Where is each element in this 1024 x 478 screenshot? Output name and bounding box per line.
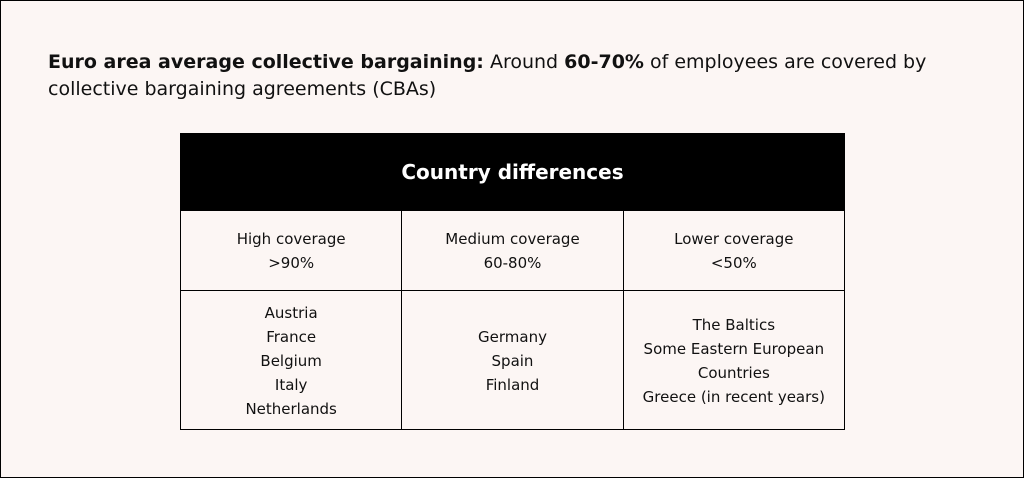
lower-coverage-range: <50%	[710, 253, 757, 272]
country-differences-table	[180, 133, 845, 430]
country-item: Some Eastern European	[643, 339, 825, 358]
country-item: Italy	[274, 375, 308, 394]
medium-coverage-countries-cell	[402, 291, 623, 430]
medium-coverage-label: Medium coverage	[445, 229, 580, 248]
table-title: Country differences	[181, 134, 844, 211]
high-coverage-label: High coverage	[236, 229, 346, 248]
country-item: Netherlands	[245, 399, 337, 418]
high-coverage-range: >90%	[268, 253, 315, 272]
lower-coverage-label: Lower coverage	[674, 229, 794, 248]
country-item: Countries	[697, 363, 770, 382]
heading-bold-lead: Euro area average collective bargaining:	[48, 51, 484, 73]
medium-coverage-cell	[402, 211, 623, 290]
medium-coverage-range: 60-80%	[483, 253, 542, 272]
country-item: Finland	[485, 375, 540, 394]
coverage-levels-row	[181, 211, 844, 291]
heading-text-part1: Around	[483, 51, 565, 73]
country-item: Austria	[264, 303, 318, 322]
high-coverage-countries-cell	[181, 291, 402, 430]
lower-coverage-countries-cell	[624, 291, 844, 430]
country-item: Spain	[491, 351, 534, 370]
country-item: Germany	[478, 327, 547, 346]
country-item: Greece (in recent years)	[642, 387, 825, 406]
countries-row	[181, 291, 844, 430]
heading-bold-value: 60-70%	[564, 51, 644, 73]
high-coverage-cell	[181, 211, 402, 290]
country-item: The Baltics	[692, 315, 776, 334]
country-item: France	[266, 327, 317, 346]
heading	[48, 49, 948, 103]
country-item: Belgium	[260, 351, 322, 370]
lower-coverage-cell	[624, 211, 844, 290]
heading-text-part2: of employees are covered by collective bargaining agreements (CBAs)	[48, 51, 927, 100]
